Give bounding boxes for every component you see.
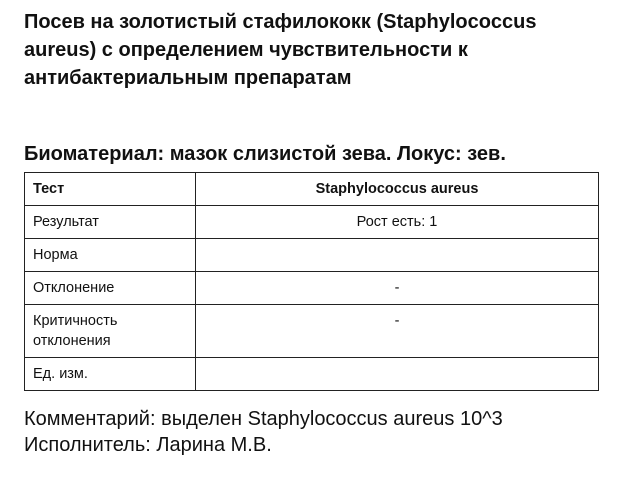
table-row-norm <box>25 239 599 272</box>
table-row-result <box>25 206 599 239</box>
biomaterial-line: Биоматериал: мазок слизистой зева. Локус: зев. <box>24 143 506 165</box>
document-title: Посев на золотистый стафилококк (Staphylococcus aureus) с определением чувствительности к антибактериальным препаратам <box>24 11 537 89</box>
table-header-row <box>25 173 599 206</box>
row-value-unit <box>196 358 599 391</box>
row-value-result: Рост есть: 1 <box>196 206 599 239</box>
row-label-criticality: Критичность отклонения <box>25 305 196 358</box>
performer-line: Исполнитель: Ларина М.В. <box>24 434 272 456</box>
row-value-norm <box>196 239 599 272</box>
header-organism: Staphylococcus aureus <box>196 173 599 206</box>
row-label-unit: Ед. изм. <box>25 358 196 391</box>
row-value-criticality: - <box>196 305 599 358</box>
comment-line: Комментарий: выделен Staphylococcus aureus 10^3 <box>24 408 503 430</box>
row-value-deviation: - <box>196 272 599 305</box>
table-row-deviation <box>25 272 599 305</box>
table-row-unit <box>25 358 599 391</box>
row-label-norm: Норма <box>25 239 196 272</box>
header-test-label: Тест <box>25 173 196 206</box>
results-table <box>24 172 599 391</box>
footer <box>24 406 614 458</box>
row-label-deviation: Отклонение <box>25 272 196 305</box>
row-label-result: Результат <box>25 206 196 239</box>
table-row-criticality <box>25 305 599 358</box>
